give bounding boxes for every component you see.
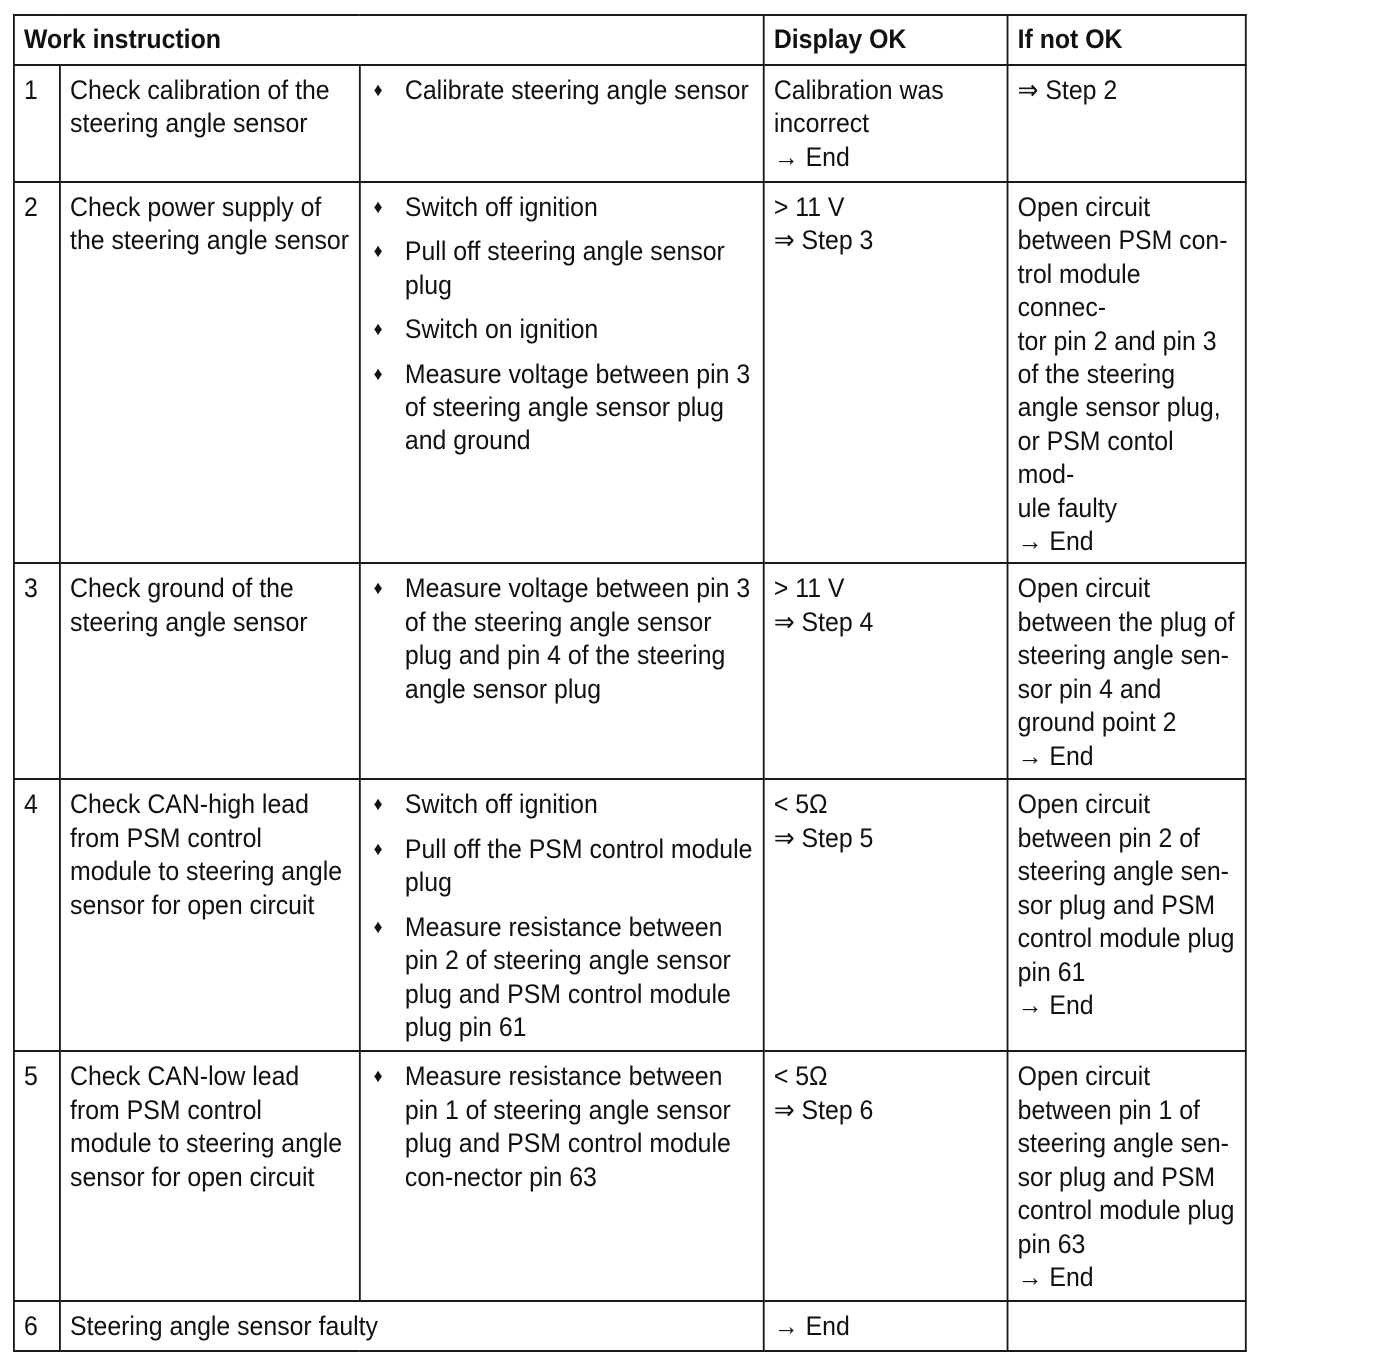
not-ok-line: → End xyxy=(1017,989,1094,1020)
action-list xyxy=(370,74,754,107)
display-ok-cell xyxy=(764,1051,1008,1301)
step-number: 4 xyxy=(14,779,60,1051)
step-number: 1 xyxy=(14,65,60,182)
not-ok-line: → End xyxy=(1017,526,1094,557)
actions-cell xyxy=(360,563,764,779)
ok-line: < 5Ω xyxy=(773,789,828,820)
not-ok-line: sor plug and PSM xyxy=(1017,1161,1216,1192)
bullet-icon: ♦ xyxy=(373,838,383,860)
actions-cell xyxy=(360,1051,764,1301)
not-ok-line: steering angle sen- xyxy=(1017,1128,1229,1159)
action-item: ♦ Measure resistance between pin 2 of steering angle sensor plug and PSM control module plug pin 61 xyxy=(373,911,731,1042)
not-ok-line: Open circuit xyxy=(1017,789,1151,820)
header-display-ok: Display OK xyxy=(764,15,1008,65)
not-ok-line: angle sensor plug, xyxy=(1017,392,1221,423)
if-not-ok-cell xyxy=(1008,1051,1246,1301)
ok-line: ⇒ Step 4 xyxy=(773,606,874,637)
ok-line: < 5Ω xyxy=(773,1061,828,1092)
ok-line: ⇒ Step 3 xyxy=(773,225,874,256)
check-description: Check ground of the steering angle sensor xyxy=(60,563,360,779)
display-ok-cell xyxy=(764,65,1008,182)
table-row xyxy=(14,182,1246,563)
not-ok-line: between pin 1 of xyxy=(1017,1094,1200,1125)
not-ok-line: tor pin 2 and pin 3 xyxy=(1017,325,1217,356)
display-ok-cell: → End xyxy=(764,1301,1008,1351)
check-description: Check calibration of the steering angle sensor xyxy=(60,65,360,182)
action-list xyxy=(370,1060,754,1194)
final-row xyxy=(14,1301,1246,1351)
ok-line: > 11 V xyxy=(773,192,845,222)
action-item: ♦ Switch off ignition xyxy=(370,191,754,224)
not-ok-line: steering angle sen- xyxy=(1017,640,1229,671)
actions-cell xyxy=(360,182,764,563)
not-ok-line: between PSM con- xyxy=(1017,225,1228,256)
ok-line: Calibration was xyxy=(773,75,944,105)
not-ok-line: ground point 2 xyxy=(1017,707,1177,738)
not-ok-line: sor pin 4 and xyxy=(1017,673,1162,704)
step-number: 2 xyxy=(14,182,60,563)
if-not-ok-cell xyxy=(1008,779,1246,1051)
ok-line: > 11 V xyxy=(773,573,845,604)
not-ok-line: Open circuit xyxy=(1017,573,1151,604)
display-ok-cell xyxy=(764,779,1008,1051)
display-ok-cell xyxy=(764,182,1008,563)
table-row xyxy=(14,563,1246,779)
table-row xyxy=(14,65,1246,182)
step-number: 6 xyxy=(14,1301,60,1351)
not-ok-line: trol module connec- xyxy=(1017,258,1141,323)
bullet-icon: ♦ xyxy=(373,794,383,816)
not-ok-line: pin 63 xyxy=(1017,1228,1086,1259)
work-instruction-table xyxy=(13,14,1247,1352)
action-item: ♦ Pull off steering angle sensor plug xyxy=(373,236,725,300)
action-list xyxy=(370,572,754,706)
action-item: ♦ Measure voltage between pin 3 of steering angle sensor plug and ground xyxy=(373,358,751,456)
if-not-ok-cell xyxy=(1008,182,1246,563)
bullet-icon: ♦ xyxy=(373,1066,383,1088)
check-description: Check CAN-high lead from PSM control module to steering angle sensor for open circuit xyxy=(60,779,360,1051)
bullet-icon: ♦ xyxy=(373,197,383,218)
table-row xyxy=(14,1051,1246,1301)
header-if-not-ok: If not OK xyxy=(1008,15,1246,65)
ok-line: → End xyxy=(773,141,850,172)
bullet-icon: ♦ xyxy=(373,916,383,938)
not-ok-line: or PSM contol mod- xyxy=(1017,425,1174,490)
ok-line: ⇒ Step 5 xyxy=(773,822,874,853)
bullet-icon: ♦ xyxy=(373,80,383,101)
action-list xyxy=(370,788,754,1044)
action-item: ♦ Measure resistance between pin 1 of steering angle sensor plug and PSM control module con-nector pin 63 xyxy=(373,1061,731,1192)
not-ok-line: ule faulty xyxy=(1017,492,1118,523)
ok-line: incorrect xyxy=(773,108,870,139)
not-ok-line: between pin 2 of xyxy=(1017,822,1200,853)
display-ok-cell xyxy=(764,563,1008,779)
action-item: ♦ Calibrate steering angle sensor xyxy=(370,74,754,107)
ok-line: ⇒ Step 6 xyxy=(773,1094,874,1125)
not-ok-line: pin 61 xyxy=(1017,956,1086,987)
not-ok-line: steering angle sen- xyxy=(1017,856,1229,887)
if-not-ok-cell xyxy=(1008,563,1246,779)
bullet-icon: ♦ xyxy=(373,578,383,600)
action-item: ♦ Switch on ignition xyxy=(370,313,754,346)
if-not-ok-cell xyxy=(1008,1301,1246,1351)
not-ok-line: control module plug xyxy=(1017,923,1235,954)
header-row xyxy=(14,15,1246,65)
actions-cell xyxy=(360,65,764,182)
table-row xyxy=(14,779,1246,1051)
bullet-icon: ♦ xyxy=(373,319,383,341)
not-ok-line: → End xyxy=(1017,740,1094,771)
not-ok-line: → End xyxy=(1017,1261,1094,1292)
not-ok-line: Open circuit xyxy=(1017,1061,1151,1092)
action-list xyxy=(370,191,754,458)
header-work-instruction: Work instruction xyxy=(14,15,764,65)
final-description: Steering angle sensor faulty xyxy=(60,1301,764,1351)
bullet-icon: ♦ xyxy=(373,363,383,385)
check-description: Check CAN-low lead from PSM control module to steering angle sensor for open circuit xyxy=(60,1051,360,1301)
not-ok-line: ⇒ Step 2 xyxy=(1017,75,1118,105)
bullet-icon: ♦ xyxy=(373,241,383,263)
not-ok-line: control module plug xyxy=(1017,1195,1235,1226)
actions-cell xyxy=(360,779,764,1051)
not-ok-line: sor plug and PSM xyxy=(1017,889,1216,920)
not-ok-line: of the steering xyxy=(1017,359,1176,390)
check-description: Check power supply of the steering angle sensor xyxy=(60,182,360,563)
action-item: ♦ Switch off ignition xyxy=(370,788,754,821)
step-number: 3 xyxy=(14,563,60,779)
if-not-ok-cell xyxy=(1008,65,1246,182)
action-item: ♦ Pull off the PSM control module plug xyxy=(373,833,753,898)
action-item: ♦ Measure voltage between pin 3 of the steering angle sensor plug and pin 4 of the steering angle sensor plug xyxy=(373,573,751,704)
not-ok-line: Open circuit xyxy=(1017,192,1151,222)
step-number: 5 xyxy=(14,1051,60,1301)
not-ok-line: between the plug of xyxy=(1017,606,1235,637)
